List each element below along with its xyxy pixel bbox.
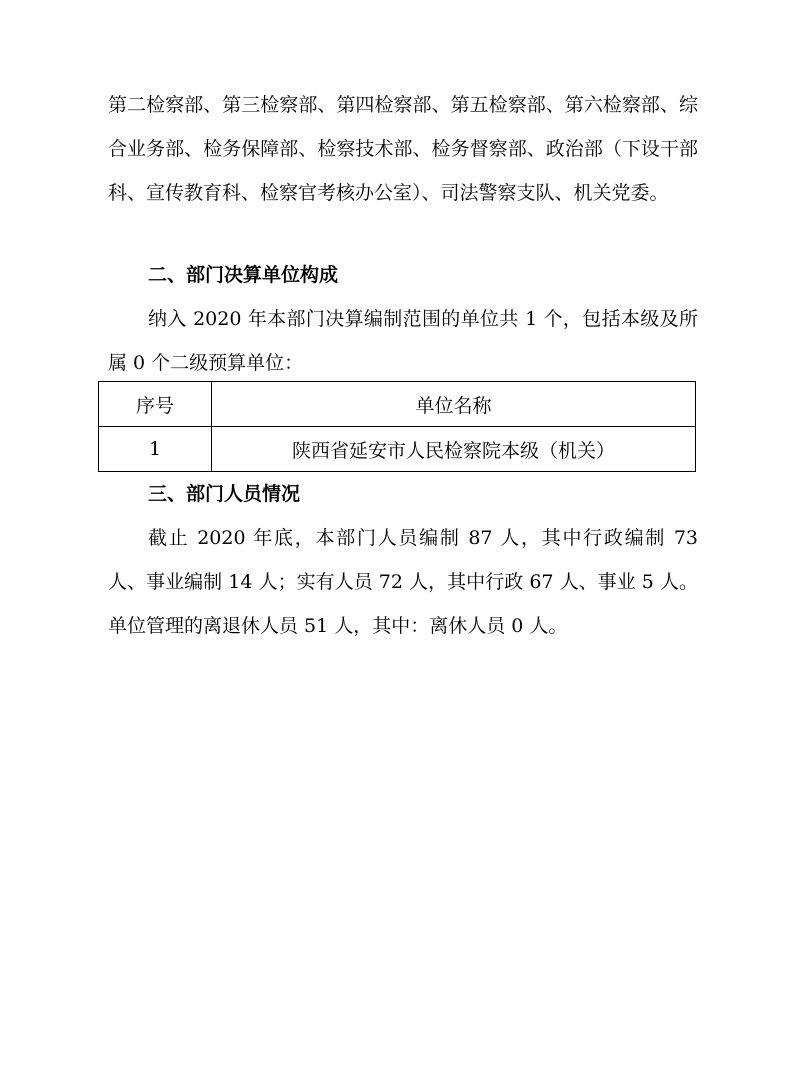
table-cell-unit-name: 陕西省延安市人民检察院本级（机关）	[212, 427, 696, 472]
table-header-unit-name: 单位名称	[212, 382, 696, 427]
unit-composition-paragraph: 纳入 2020 年本部门决算编制范围的单位共 1 个，包括本级及所属 0 个二级预算单位：	[108, 308, 698, 374]
table-row	[99, 427, 696, 472]
unit-table	[98, 381, 696, 472]
table-header-index: 序号	[99, 382, 212, 427]
personnel-paragraph: 截止 2020 年底，本部门人员编制 87 人，其中行政编制 73 人、事业编制 14 人；实有人员 72 人，其中行政 67 人、事业 5 人。单位管理的离退休人员 51 人，其中：离休人员 0 人。	[108, 527, 698, 637]
continuation-paragraph: 第二检察部、第三检察部、第四检察部、第五检察部、第六检察部、综合业务部、检务保障部、检察技术部、检务督察部、政治部（下设干部科、宣传教育科、检察官考核办公室）、司法警察支队、机关党委。	[108, 94, 698, 204]
section-heading-unit-composition: 二、部门决算单位构成	[148, 264, 339, 286]
table-header-row	[99, 382, 696, 427]
table-cell-index: 1	[99, 427, 212, 472]
section-heading-personnel: 三、部门人员情况	[148, 483, 301, 505]
